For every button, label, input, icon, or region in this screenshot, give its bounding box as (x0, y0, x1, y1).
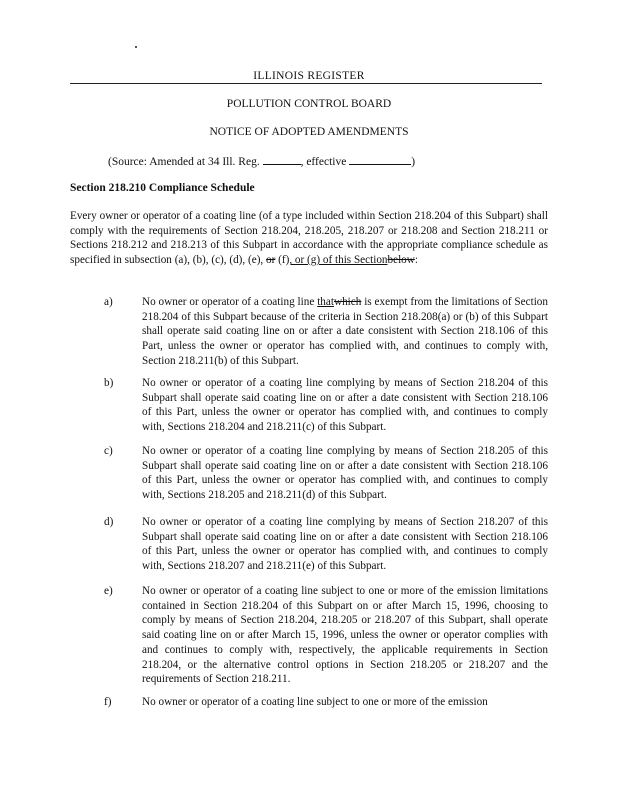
struck-or: or (266, 254, 276, 267)
notice-title: NOTICE OF ADOPTED AMENDMENTS (209, 126, 409, 138)
intro-text-1: Every owner or operator of a coating line (of a type included within Section 218.204 of this Subpart) shall comply with the requirements of Section 218.204, 218.205, 218.207 or 218.208 and Section 218.211 or Sections 218.212 and 218.213 of this Subpart in accordance with the appropriate compliance schedule as specified in subsection (a), (b), (c), (d), (e), (70, 210, 548, 267)
source-prefix: (Source: Amended at 34 Ill. Reg. (108, 156, 263, 168)
text-after: is exempt from the limitations of Section 218.204 of this Subpart because of the criteria in Section 218.208(a) or (b) of this Subpart shall operate said coating line on or after a date consistent with Section 218.106 of this Part, unless the owner or operator has complied with, and continues to comply with, Section 218.211(b) of this Subpart. (142, 296, 548, 367)
subsection-label: f) (104, 696, 112, 708)
intro-paragraph (70, 209, 548, 268)
subsection-label: e) (104, 585, 113, 597)
subsection-text: No owner or operator of a coating line complying by means of Section 218.205 of this Subpart shall operate said coating line on or after a date consistent with Section 218.106 of this Part, unless the owner or operator has complied with, and continues to comply with, Sections 218.205 and 218.211(d) of this Subpart. (142, 445, 548, 502)
subsection-label: c) (104, 445, 113, 457)
header-rule (70, 83, 542, 84)
subsection-c (70, 444, 548, 503)
scan-speck (135, 46, 137, 48)
subsection-a (70, 295, 548, 369)
subsection-d (70, 515, 548, 574)
reg-number-blank (263, 154, 301, 165)
effective-date-blank (349, 154, 411, 165)
intro-text-2: (f) (275, 254, 290, 267)
register-title: ILLINOIS REGISTER (250, 70, 367, 82)
subsection-f (70, 695, 548, 710)
subsection-label: b) (104, 377, 114, 389)
subsection-label: a) (104, 296, 113, 308)
subsection-text: No owner or operator of a coating line subject to one or more of the emission limitations contained in Section 218.204 of this Subpart on or after March 15, 1996, choosing to comply by means of Section 218.204, 218.205 or 218.207 of this Subpart, shall operate said coating line on or after March 15, 1996, unless the owner or operator complies with and continues to comply with, respectively, the applicable requirements in Section 218.204, or the alternative control options in Section 218.205 or 218.207 and the requirements of Section 218.211. (142, 585, 548, 686)
inserted-text: , or (g) of this Section (289, 254, 388, 267)
board-name: POLLUTION CONTROL BOARD (226, 98, 392, 110)
struck-which: which (333, 296, 362, 308)
struck-below: below (387, 254, 415, 267)
register-header (0, 70, 618, 82)
subsection-text: No owner or operator of a coating line complying by means of Section 218.204 of this Subpart shall operate said coating line on or after a date consistent with Section 218.106 of this Part, unless the owner or operator has complied with, and continues to comply with, Sections 218.204 and 218.211(c) of this Subpart. (142, 377, 548, 434)
intro-end: : (414, 254, 418, 267)
text-before: No owner or operator of a coating line (142, 296, 318, 308)
section-heading: Section 218.210 Compliance Schedule (70, 182, 255, 194)
subsection-text (142, 295, 548, 369)
inserted-that: that (317, 296, 334, 308)
source-middle: , effective (300, 156, 350, 168)
subsection-text: No owner or operator of a coating line complying by means of Section 218.207 of this Subpart shall operate said coating line on or after a date consistent with Section 218.106 of this Part, unless the owner or operator has complied with, and continues to comply with, Sections 218.207 and 218.211(e) of this Subpart. (142, 516, 548, 573)
subsection-label: d) (104, 516, 114, 528)
subsection-b (70, 376, 548, 435)
subsection-e (70, 584, 548, 687)
source-suffix: ) (411, 156, 416, 168)
subsection-text: No owner or operator of a coating line subject to one or more of the emission (142, 696, 488, 708)
source-note (108, 154, 415, 168)
